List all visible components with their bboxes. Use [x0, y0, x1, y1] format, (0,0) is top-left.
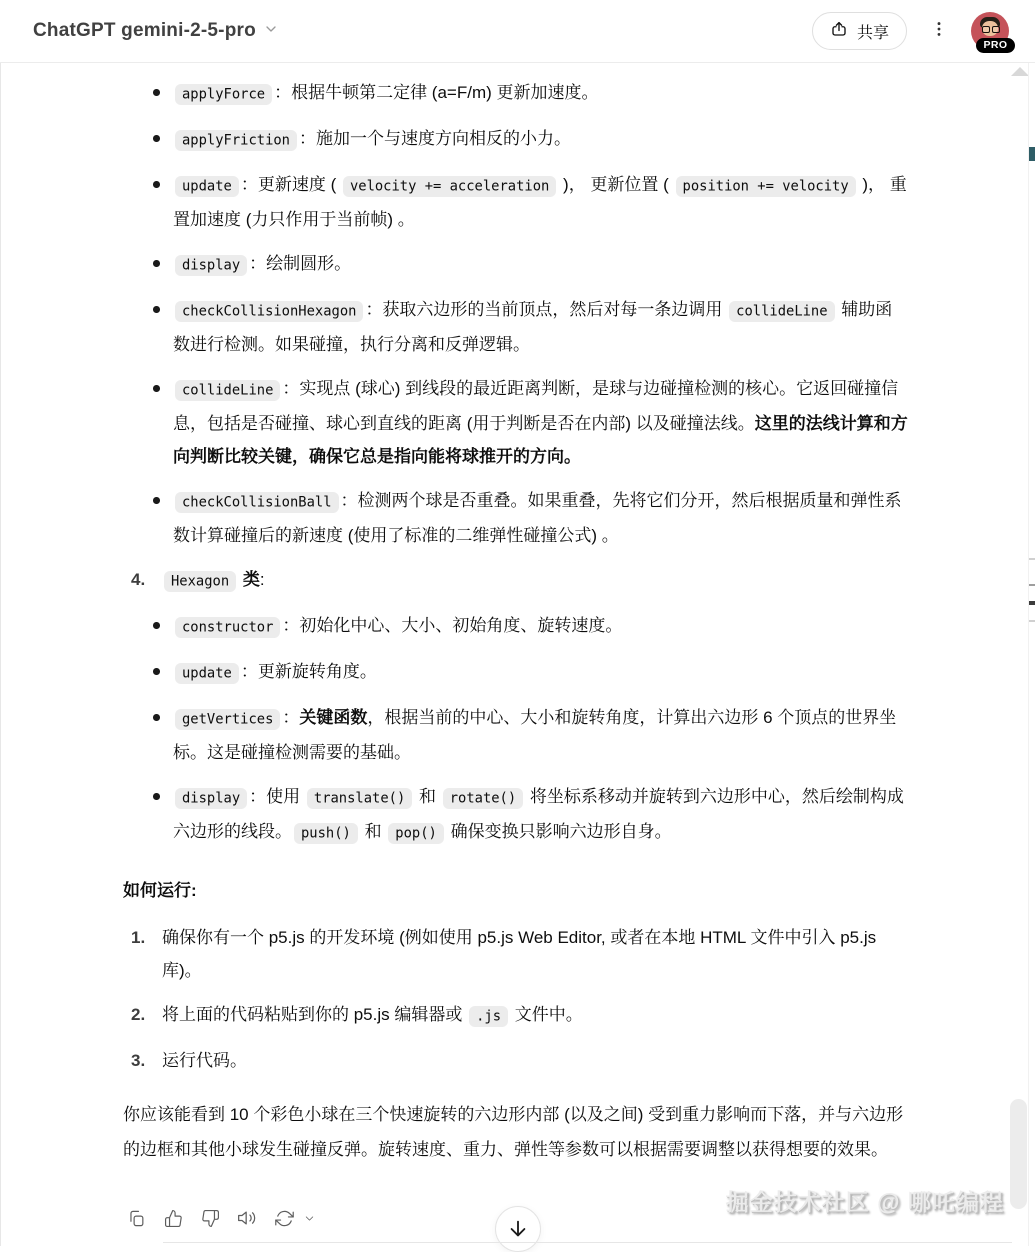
copy-icon — [127, 1209, 146, 1228]
bullet-item — [123, 372, 909, 473]
inline-code: collideLine — [729, 301, 834, 322]
bullet-text — [173, 247, 909, 282]
text-run: ： — [282, 708, 300, 727]
bullet-text — [173, 293, 909, 361]
top-bar — [0, 0, 1035, 63]
text-run: 将上面的代码粘贴到你的 p5.js 编辑器或 — [162, 1005, 468, 1024]
copy-button[interactable] — [121, 1203, 151, 1233]
regenerate-button[interactable] — [269, 1203, 299, 1233]
bold-text: 类 — [242, 570, 260, 589]
bullet-dot — [153, 260, 160, 267]
bullet-item — [123, 76, 909, 111]
bullet-dot — [153, 181, 160, 188]
bullet-text — [173, 168, 909, 236]
text-run: )， 更新位置 ( — [558, 175, 674, 194]
text-run: ：使用 — [249, 787, 305, 806]
edge-fragment — [1029, 147, 1035, 161]
text-run: 确保你有一个 p5.js 的开发环境 (例如使用 p5.js Web Editor, 或者在本地 HTML 文件中引入 p5.js 库)。 — [162, 928, 877, 980]
glasses-icon — [992, 26, 1000, 33]
kebab-menu-icon — [929, 19, 949, 44]
bullet-item — [123, 484, 909, 552]
edge-fragment — [1029, 601, 1035, 605]
bullet-dot — [153, 622, 160, 629]
text-run: ：更新速度 ( — [240, 175, 341, 194]
share-button[interactable] — [812, 12, 907, 50]
regenerate-group — [269, 1203, 318, 1233]
text-run: ：实现点 (球心) 到线段的最近距离判断，是球与边碰撞检测的核心。它返回碰撞信息，包括是否碰撞、球心到直线的距离 (用于判断是否在内部) 以及碰撞法线。 — [173, 379, 899, 433]
model-selector[interactable] — [33, 20, 279, 42]
chevron-down-icon — [303, 1212, 316, 1225]
text-run: 确保变换只影响六边形自身。 — [445, 822, 672, 841]
text-run: ：根据牛顿第二定律 (a=F/m) 更新加速度。 — [274, 83, 599, 102]
inline-code: translate() — [307, 788, 412, 809]
inline-code: applyForce — [175, 84, 272, 105]
text-run: : — [259, 570, 265, 589]
text-run: ：更新旋转角度。 — [240, 662, 377, 681]
text-run: )， 重置加速度 (力只作用于当前帧) 。 — [173, 175, 907, 229]
bullet-item — [123, 247, 909, 282]
text-run: 运行代码。 — [162, 1051, 247, 1070]
read-aloud-icon — [237, 1208, 257, 1228]
bullet-text — [173, 655, 909, 690]
numbered-item — [123, 563, 909, 598]
header-right-cluster — [812, 12, 1009, 50]
good-response-button[interactable] — [158, 1203, 188, 1233]
numbered-item — [123, 1044, 909, 1077]
bullet-item — [123, 293, 909, 361]
bullet-text — [173, 780, 909, 850]
bullet-item — [123, 609, 909, 644]
bullet-item — [123, 655, 909, 690]
inline-code: update — [175, 663, 239, 684]
edge-fragment — [1029, 620, 1035, 622]
bullet-text — [173, 372, 909, 473]
watermark: 掘金技术社区 @ 哪吒编程 — [725, 1189, 1004, 1215]
text-run: ：获取六边形的当前顶点，然后对每一条边调用 — [365, 300, 728, 319]
inline-code: display — [175, 255, 247, 276]
bullet-dot — [153, 135, 160, 142]
window-left-border — [0, 0, 1, 1246]
bullet-item — [123, 168, 909, 236]
regenerate-icon — [275, 1209, 294, 1228]
bullet-item — [123, 122, 909, 157]
inline-code: applyFriction — [175, 130, 297, 151]
right-rail-divider — [1028, 63, 1029, 1246]
text-run: 和 — [359, 822, 387, 841]
edge-fragment — [1029, 558, 1035, 560]
more-options-button[interactable] — [927, 12, 951, 50]
inline-code: pop() — [388, 823, 444, 844]
scroll-to-bottom-button[interactable] — [495, 1206, 541, 1252]
chevron-down-icon — [263, 21, 279, 42]
closing-paragraph — [123, 1097, 909, 1167]
bad-response-button[interactable] — [195, 1203, 225, 1233]
upload-icon — [830, 20, 848, 43]
list-number: 3. — [131, 1051, 146, 1070]
app-title: ChatGPT gemini-2-5-pro — [33, 20, 256, 41]
bullet-text — [173, 122, 909, 157]
run-steps-list — [123, 921, 909, 1077]
inline-code: constructor — [175, 617, 280, 638]
bullet-text — [173, 76, 909, 111]
text-run: 将坐标系移动并旋转到六边形中心，然后绘制构成六边形的线段。 — [173, 787, 904, 841]
inline-code: collideLine — [175, 380, 280, 401]
bullet-item — [123, 701, 909, 769]
text-run: ：施加一个与速度方向相反的小力。 — [298, 129, 571, 148]
bullet-dot — [153, 89, 160, 96]
assistant-message — [123, 76, 909, 1184]
inline-code: .js — [469, 1006, 508, 1027]
bullet-text — [173, 484, 909, 552]
text-run: ，根据当前的中心、大小和旋转角度，计算出六边形 6 个顶点的世界坐标。这是碰撞检测需要的基础。 — [173, 708, 897, 762]
numbered-item — [123, 998, 909, 1033]
thumbs-down-icon — [201, 1209, 220, 1228]
text-run: ：检测两个球是否重叠。如果重叠，先将它们分开，然后根据质量和弹性系数计算碰撞后的新速度 (使用了标准的二维弹性碰撞公式) 。 — [173, 491, 902, 545]
numbered-item — [123, 921, 909, 987]
inline-code: update — [175, 176, 239, 197]
inline-code: push() — [294, 823, 358, 844]
bullet-dot — [153, 385, 160, 392]
item-text — [162, 563, 909, 598]
inline-code: checkCollisionHexagon — [175, 301, 363, 322]
scroll-down-arrow-icon — [507, 1218, 529, 1240]
inline-code: checkCollisionBall — [175, 492, 339, 513]
bold-text: 关键函数 — [299, 708, 368, 727]
bold-text: 这里的法线计算和方向判断比较关键，确保它总是指向能将球推开的方向。 — [173, 414, 908, 466]
text-run: ：绘制圆形。 — [249, 254, 352, 273]
bullet-text — [173, 609, 909, 644]
item-text — [162, 921, 909, 987]
text-run: 辅助函数进行检测。如果碰撞，执行分离和反弹逻辑。 — [173, 300, 893, 354]
item-text — [162, 998, 909, 1033]
bullet-text — [173, 701, 909, 769]
share-button-label: 共享 — [856, 24, 889, 42]
bullet-dot — [153, 497, 160, 504]
account-menu[interactable] — [971, 12, 1009, 50]
method-bullet-list — [123, 76, 909, 552]
inline-code: rotate() — [443, 788, 523, 809]
text-run: ：初始化中心、大小、初始角度、旋转速度。 — [282, 616, 623, 635]
inline-code: velocity += acceleration — [343, 176, 556, 197]
scroll-up-triangle-icon[interactable] — [1011, 67, 1029, 76]
composer-top-divider — [163, 1242, 1012, 1243]
glasses-icon — [982, 26, 990, 33]
how-to-run-heading: 如何运行: — [123, 881, 197, 900]
bullet-item — [123, 780, 909, 850]
item-text — [162, 1044, 909, 1077]
list-number: 4. — [131, 570, 146, 589]
read-aloud-button[interactable] — [232, 1203, 262, 1233]
bullet-dot — [153, 714, 160, 721]
bullet-dot — [153, 668, 160, 675]
edge-fragment — [1029, 584, 1035, 586]
text-run: 你应该能看到 10 个彩色小球在三个快速旋转的六边形内部 (以及之间) 受到重力影响而下落，并与六边形的边框和其他小球发生碰撞反弹。旋转速度、重力、弹性等参数可以根据需要调整以获得想要的效果。 — [123, 1105, 904, 1159]
inline-code: display — [175, 788, 247, 809]
list-number: 1. — [131, 928, 146, 947]
thumbs-up-icon — [164, 1209, 183, 1228]
hexagon-bullet-list — [123, 609, 909, 850]
pro-badge: PRO — [976, 38, 1015, 54]
regenerate-options-button[interactable] — [300, 1203, 318, 1233]
inline-code: getVertices — [175, 709, 280, 730]
inline-code: position += velocity — [676, 176, 856, 197]
bullet-dot — [153, 793, 160, 800]
list-number: 2. — [131, 1005, 146, 1024]
ordered-item-hexagon — [123, 563, 909, 598]
text-run: 和 — [414, 787, 441, 806]
scrollbar-thumb[interactable] — [1010, 1099, 1027, 1209]
text-run: 文件中。 — [510, 1005, 583, 1024]
inline-code: Hexagon — [164, 571, 236, 592]
message-action-bar — [121, 1203, 318, 1233]
bullet-dot — [153, 306, 160, 313]
